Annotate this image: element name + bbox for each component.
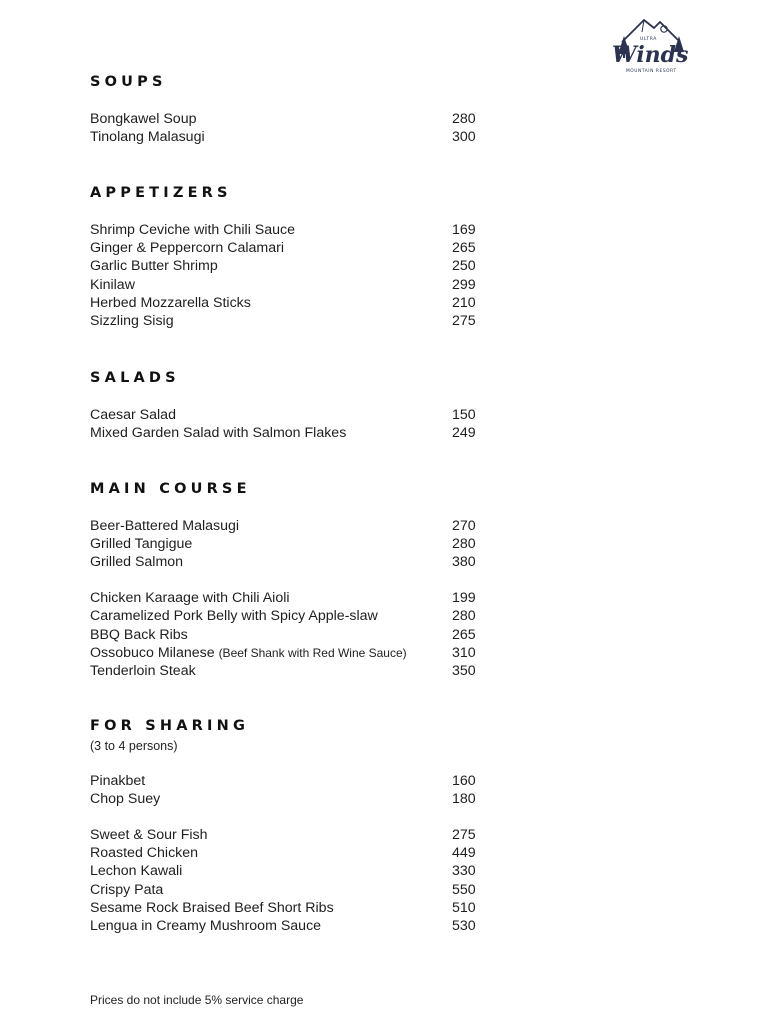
menu-list	[90, 221, 490, 330]
menu-item	[90, 110, 490, 128]
item-name: Sizzling Sisig	[90, 312, 174, 329]
item-name: Garlic Butter Shrimp	[90, 258, 218, 275]
item-price: 270	[452, 518, 476, 534]
item-name: Mixed Garden Salad with Salmon Flakes	[90, 425, 347, 442]
menu-item	[90, 535, 490, 553]
item-price: 449	[452, 845, 476, 862]
item-name: Caramelized Pork Belly with Spicy Apple-slaw	[90, 608, 378, 625]
item-price: 530	[452, 917, 476, 934]
item-price: 550	[452, 881, 476, 898]
item-price: 250	[452, 258, 476, 275]
menu-list	[90, 110, 490, 146]
menu-item	[90, 844, 490, 862]
item-name: Caesar Salad	[90, 407, 176, 423]
item-price: 150	[452, 407, 476, 423]
menu-item	[90, 517, 490, 535]
section-heading: SALADS	[90, 370, 180, 386]
resort-logo	[604, 14, 692, 76]
item-note: (Beef Shank with Red Wine Sauce)	[218, 645, 407, 660]
item-name	[90, 644, 407, 662]
item-price: 280	[452, 608, 476, 625]
section-for-sharing	[90, 716, 490, 935]
section-salads	[90, 368, 490, 442]
item-price: 299	[452, 276, 476, 293]
item-price: 275	[452, 312, 476, 329]
mountain-logo-icon	[604, 14, 692, 76]
item-price: 265	[452, 626, 476, 643]
group-spacer	[90, 808, 490, 826]
item-name: Roasted Chicken	[90, 845, 199, 862]
item-price: 249	[452, 425, 476, 442]
menu-item	[90, 276, 490, 294]
menu-item	[90, 257, 490, 275]
item-price: 180	[452, 791, 476, 808]
menu-item	[90, 644, 490, 662]
section-appetizers	[90, 183, 490, 330]
item-price: 275	[452, 826, 476, 843]
section-heading: FOR SHARING	[90, 718, 250, 734]
menu-list	[90, 406, 490, 442]
service-charge-note: Prices do not include 5% service charge	[90, 993, 304, 1007]
menu-list	[90, 517, 490, 680]
item-price: 169	[452, 222, 476, 238]
item-name: Herbed Mozzarella Sticks	[90, 294, 251, 311]
item-price: 210	[452, 294, 476, 311]
menu-list	[90, 772, 490, 935]
menu-item	[90, 589, 490, 607]
menu-item	[90, 790, 490, 808]
item-price: 300	[452, 129, 476, 146]
item-price: 330	[452, 863, 476, 880]
menu-item	[90, 826, 490, 844]
section-subnote: (3 to 4 persons)	[90, 739, 178, 753]
item-name: Crispy Pata	[90, 881, 164, 898]
item-name: Pinakbet	[90, 773, 146, 789]
item-price: 310	[452, 644, 476, 661]
item-price: 160	[452, 773, 476, 789]
item-price: 350	[452, 662, 476, 679]
item-name: Bongkawel Soup	[90, 111, 197, 127]
item-price: 280	[452, 111, 476, 127]
item-name: Lechon Kawali	[90, 863, 183, 880]
item-name: BBQ Back Ribs	[90, 626, 188, 643]
item-name: Sesame Rock Braised Beef Short Ribs	[90, 899, 334, 916]
menu-item	[90, 862, 490, 880]
item-price: 265	[452, 240, 476, 257]
menu-item	[90, 899, 490, 917]
menu-item	[90, 312, 490, 330]
menu-item	[90, 221, 490, 239]
item-price: 199	[452, 590, 476, 607]
group-spacer	[90, 572, 490, 590]
item-price: 380	[452, 554, 476, 571]
item-name: Shrimp Ceviche with Chili Sauce	[90, 222, 296, 238]
logo-small-text: ULTRA	[640, 37, 657, 42]
item-name: Lengua in Creamy Mushroom Sauce	[90, 917, 322, 934]
menu-item	[90, 881, 490, 899]
item-name: Tenderloin Steak	[90, 662, 196, 679]
item-name: Kinilaw	[90, 276, 135, 293]
section-heading: MAIN COURSE	[90, 481, 251, 497]
section-soups	[90, 72, 490, 146]
menu-item	[90, 917, 490, 935]
menu-item	[90, 626, 490, 644]
item-name: Chicken Karaage with Chili Aioli	[90, 590, 290, 607]
menu-item	[90, 772, 490, 790]
item-name: Chop Suey	[90, 791, 161, 808]
logo-script-text: Winds	[612, 42, 689, 68]
menu-item	[90, 239, 490, 257]
menu-item	[90, 607, 490, 625]
item-name: Sweet & Sour Fish	[90, 826, 208, 843]
menu-item	[90, 406, 490, 424]
menu-item	[90, 662, 490, 680]
item-name: Grilled Salmon	[90, 554, 184, 571]
item-name: Ginger & Peppercorn Calamari	[90, 240, 284, 257]
section-heading: SOUPS	[90, 74, 167, 90]
menu-item	[90, 553, 490, 571]
menu-item	[90, 294, 490, 312]
item-name: Beer-Battered Malasugi	[90, 518, 240, 534]
menu-item	[90, 128, 490, 146]
menu-item	[90, 424, 490, 442]
section-main-course	[90, 479, 490, 680]
section-heading: APPETIZERS	[90, 185, 232, 201]
item-name-text: Ossobuco Milanese	[90, 644, 215, 661]
item-name: Tinolang Malasugi	[90, 129, 205, 146]
item-price: 510	[452, 899, 476, 916]
item-price: 280	[452, 536, 476, 553]
logo-tagline: MOUNTAIN RESORT	[626, 69, 677, 74]
item-name: Grilled Tangigue	[90, 536, 193, 553]
